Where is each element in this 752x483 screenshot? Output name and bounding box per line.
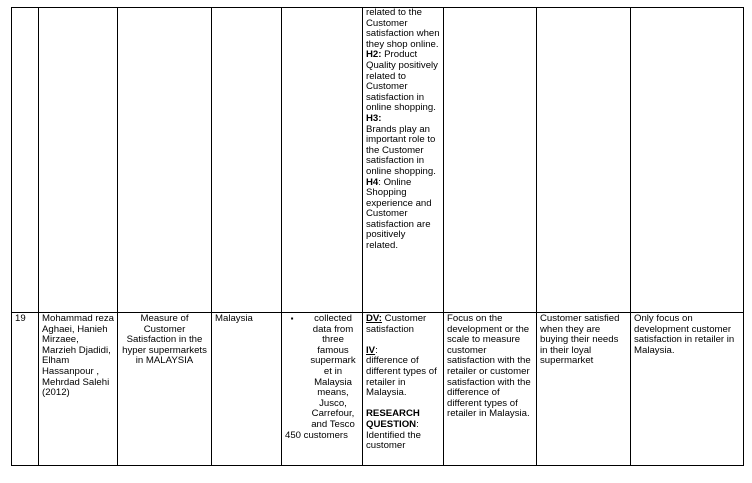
cell-hypotheses (363, 8, 444, 313)
cell-author: Mohammad reza Aghaei, Hanieh Mirzaee, Marzieh Djadidi, Elham Hassanpour , Mehrdad Salehi (2012) (39, 313, 118, 466)
iv-colon: : (375, 344, 378, 356)
h3-text: Brands play an important role to the Customer satisfaction in online shopping. (366, 123, 436, 177)
iv-label: IV (366, 344, 376, 356)
cell-limitation-empty (631, 8, 744, 313)
cell-title-empty (118, 8, 212, 313)
cell-method-empty (282, 8, 363, 313)
cell-no-empty (12, 8, 39, 313)
method-text: collected data from three famous supermark et in Malaysia means, Jusco, Carrefour, and Tesco (310, 313, 356, 430)
table-row-previous (12, 8, 744, 313)
literature-review-table (11, 7, 744, 466)
cell-author-empty (39, 8, 118, 313)
cell-country: Malaysia (212, 313, 282, 466)
cell-focus-empty (444, 8, 537, 313)
h3-label: H3: (366, 112, 382, 124)
cell-focus: Focus on the development or the scale to measure customer satisfaction with the retailer or customer satisfaction with the difference of different types of retailer in Malaysia. (444, 313, 537, 466)
dv-label: DV: (366, 313, 382, 324)
h1-text: related to the Customer satisfaction when they shop online. (366, 7, 440, 50)
rq-text: Identified the customer (366, 429, 421, 452)
cell-title: Measure of Customer Satisfaction in the hyper supermarkets in MALAYSIA (118, 313, 212, 466)
cell-country-empty (212, 8, 282, 313)
rq-colon: : (416, 418, 419, 430)
bullet-icon: ▪ (290, 314, 294, 323)
cell-method (282, 313, 363, 466)
cell-no: 19 (12, 313, 39, 466)
h4-label: H4 (366, 176, 379, 188)
cell-variables (363, 313, 444, 466)
table-row-19 (12, 313, 744, 466)
dv-text: Customer satisfaction (366, 313, 427, 335)
cell-finding-empty (537, 8, 631, 313)
iv-text: difference of different types of retailer in Malaysia. (366, 355, 437, 399)
cell-limitation: Only focus on development customer satisfaction in retailer in Malaysia. (631, 313, 744, 466)
h2-label: H2: (366, 49, 382, 61)
h2-text: Product Quality positively related to Customer satisfaction in online shopping. (366, 49, 438, 114)
cell-finding: Customer satisfied when they are buying their needs in their loyal supermarket (537, 313, 631, 466)
h4-text: : Online Shopping experience and Customer satisfaction are positively related. (366, 176, 432, 252)
method-sample: 450 customers (285, 429, 348, 441)
rq-label: RESEARCH QUESTION (366, 408, 420, 430)
